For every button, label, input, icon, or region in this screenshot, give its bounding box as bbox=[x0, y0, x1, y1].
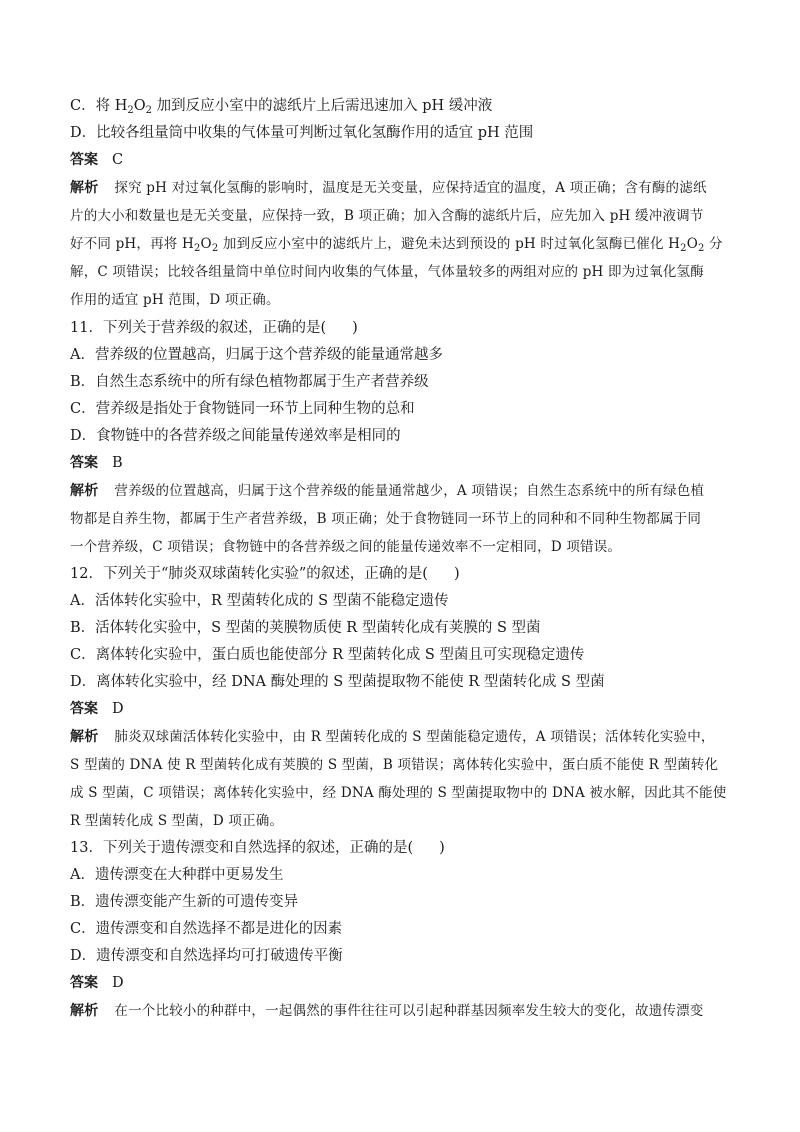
q10-explanation-line: 解析 探究 pH 对过氧化氢酶的影响时，温度是无关变量，应保持适宜的温度，A 项正确；含有酶的滤纸 bbox=[70, 180, 707, 196]
q12-option-a: A．活体转化实验中，R 型菌转化成的 S 型菌不能稳定遗传 bbox=[70, 593, 449, 609]
q12-answer: 答案 D bbox=[70, 701, 124, 717]
q13-answer: 答案 D bbox=[70, 975, 124, 991]
q13-option-b: B．遗传漂变能产生新的可遗传变异 bbox=[70, 894, 299, 910]
q11-explanation-line: 物都是自养生物，都属于生产者营养级，B 项正确；处于食物链同一环节上的同种和不同种生物都属于同 bbox=[70, 511, 702, 527]
q11-option-a: A．营养级的位置越高，归属于这个营养级的能量通常越多 bbox=[70, 347, 443, 363]
q10-option-c: C．将 $H_2O_2$ 加到反应小室中的滤纸片上后需迅速加入 pH 缓冲液 bbox=[70, 98, 493, 116]
q13-explanation-line: 解析 在一个比较小的种群中，一起偶然的事件往往可以引起种群基因频率发生较大的变化，故遗传漂变 bbox=[70, 1003, 704, 1019]
q13-option-c: C．遗传漂变和自然选择不都是进化的因素 bbox=[70, 921, 343, 937]
q12-option-c: C．离体转化实验中，蛋白质也能使部分 R 型菌转化成 S 型菌且可实现稳定遗传 bbox=[70, 647, 585, 663]
q10-explanation-line: 作用的适宜 pH 范围，D 项正确。 bbox=[70, 292, 280, 308]
q12-explanation-line: S 型菌的 DNA 使 R 型菌转化成有荚膜的 S 型菌，B 项错误；离体转化实验中，蛋白质不能使 R 型菌转化 bbox=[70, 757, 719, 773]
q13-option-d: D．遗传漂变和自然选择均可打破遗传平衡 bbox=[70, 948, 343, 964]
q11-option-b: B．自然生态系统中的所有绿色植物都属于生产者营养级 bbox=[70, 374, 429, 390]
q10-answer: 答案 C bbox=[70, 152, 124, 168]
q11-option-d: D．食物链中的各营养级之间能量传递效率是相同的 bbox=[70, 428, 401, 444]
q12-explanation-line: 解析 肺炎双球菌活体转化实验中，由 R 型菌转化成的 S 型菌能稳定遗传，A 项错误；活体转化实验中， bbox=[70, 729, 715, 745]
q12-explanation-line: R 型菌转化成 S 型菌，D 项正确。 bbox=[70, 813, 284, 829]
q12-explanation-line: 成 S 型菌，C 项错误；离体转化实验中，经 DNA 酶处理的 S 型菌提取物中的 DNA 被水解，因此其不能使 bbox=[70, 785, 727, 801]
q13-stem: 13．下列关于遗传漂变和自然选择的叙述，正确的是( ) bbox=[70, 840, 445, 856]
q12-option-b: B．活体转化实验中，S 型菌的荚膜物质使 R 型菌转化成有荚膜的 S 型菌 bbox=[70, 620, 541, 636]
q10-explanation-line: 好不同 pH，再将 $H_2O_2$ 加到反应小室中的滤纸片上，避免未达到预设的 pH 时过氧化氢酶已催化 $H_2O_2$ 分 bbox=[70, 236, 723, 254]
q13-option-a: A．遗传漂变在大种群中更易发生 bbox=[70, 867, 284, 883]
q10-option-d: D．比较各组量筒中收集的气体量可判断过氧化氢酶作用的适宜 pH 范围 bbox=[70, 125, 534, 141]
q11-option-c: C．营养级是指处于食物链同一环节上同种生物的总和 bbox=[70, 401, 415, 417]
q12-stem: 12．下列关于“肺炎双球菌转化实验”的叙述，正确的是( ) bbox=[70, 566, 460, 582]
q10-explanation-line: 解，C 项错误；比较各组量筒中单位时间内收集的气体量，气体量较多的两组对应的 pH 即为过氧化氢酶 bbox=[70, 264, 704, 280]
q11-answer: 答案 B bbox=[70, 455, 123, 471]
q11-explanation-line: 解析 营养级的位置越高，归属于这个营养级的能量通常越少，A 项错误；自然生态系统中的所有绿色植 bbox=[70, 483, 705, 499]
q10-explanation-line: 片的大小和数量也是无关变量，应保持一致，B 项正确；加入含酶的滤纸片后，应先加入 pH 缓冲液调节 bbox=[70, 208, 704, 224]
q12-option-d: D．离体转化实验中，经 DNA 酶处理的 S 型菌提取物不能使 R 型菌转化成 S 型菌 bbox=[70, 674, 605, 690]
q11-explanation-line: 一个营养级，C 项错误；食物链中的各营养级之间的能量传递效率不一定相同，D 项错误。 bbox=[70, 539, 622, 555]
q11-stem: 11．下列关于营养级的叙述，正确的是( ) bbox=[70, 320, 358, 336]
